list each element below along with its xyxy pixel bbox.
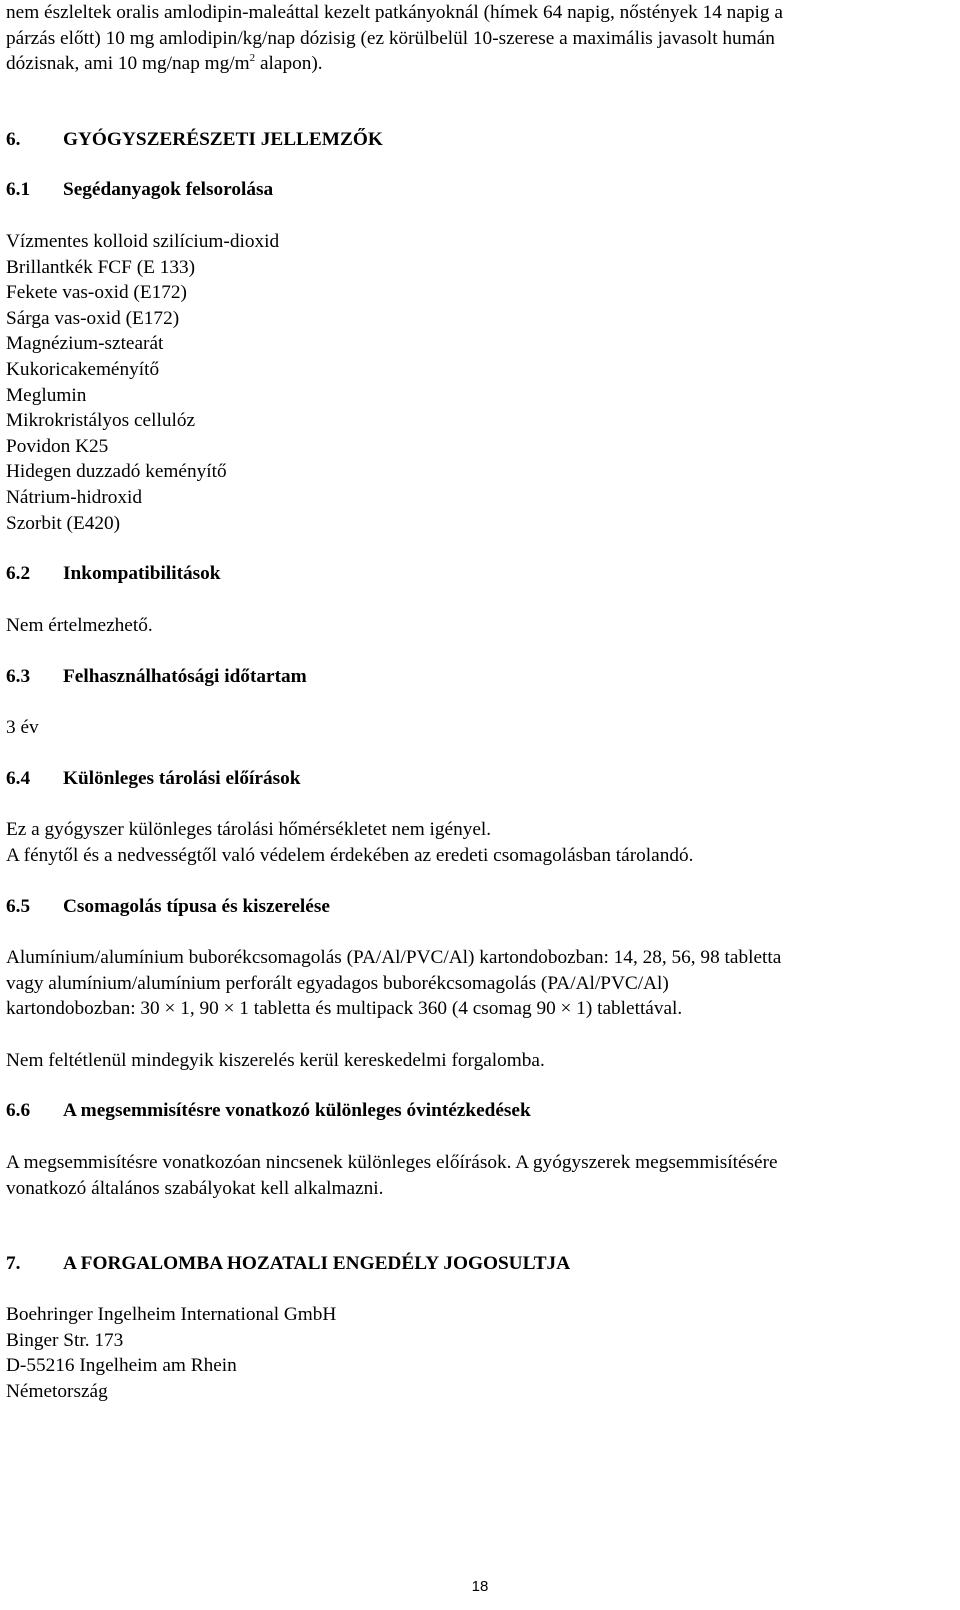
section-6-6-body (6, 1150, 778, 1201)
section-6-4-title: Különleges tárolási előírások (63, 768, 301, 789)
section-6-5-line-1: Alumínium/alumínium buborékcsomagolás (PA/Al/PVC/Al) kartondobozban: 14, 28, 56, 98 tabletta (6, 947, 782, 968)
section-6-6-title: A megsemmisítésre vonatkozó különleges óvintézkedések (63, 1100, 531, 1121)
section-6-5-heading (6, 894, 330, 920)
section-6-2-heading (6, 561, 221, 587)
section-6-3-number: 6.3 (6, 666, 31, 687)
section-6-title: GYÓGYSZERÉSZETI JELLEMZŐK (63, 129, 383, 150)
intro-line-3-text: dózisnak, ami 10 mg/nap mg/m (6, 53, 250, 75)
excipient-list (6, 229, 279, 536)
address-line: Boehringer Ingelheim International GmbH (6, 1304, 337, 1325)
section-6-1-title: Segédanyagok felsorolása (63, 179, 274, 200)
holder-address (6, 1302, 336, 1404)
section-7-title: A FORGALOMBA HOZATALI ENGEDÉLY JOGOSULTJA (63, 1253, 571, 1274)
section-6-2-body (6, 613, 153, 639)
section-7-heading (6, 1251, 570, 1277)
section-6-6-number: 6.6 (6, 1100, 31, 1121)
section-6-1-number: 6.1 (6, 179, 31, 200)
excipient-item: Fekete vas-oxid (E172) (6, 282, 187, 304)
section-6-5-note (6, 1048, 545, 1074)
excipient-item: Szorbit (E420) (6, 512, 121, 534)
intro-line-2: párzás előtt) 10 mg amlodipin/kg/nap dózisig (ez körülbelül 10-szerese a maximális javasolt humán (6, 27, 775, 49)
section-6-3-title: Felhasználhatósági időtartam (63, 666, 307, 687)
section-7-number: 7. (6, 1253, 21, 1274)
section-6-3-body (6, 715, 39, 741)
section-6-2-number: 6.2 (6, 563, 31, 584)
excipient-item: Brillantkék FCF (E 133) (6, 256, 196, 278)
section-6-4-body (6, 817, 693, 868)
section-6-number: 6. (6, 129, 21, 150)
intro-line-3-end: alapon). (255, 53, 323, 75)
excipient-item: Mikrokristályos cellulóz (6, 410, 196, 432)
section-6-5-line-3: kartondobozban: 30 × 1, 90 × 1 tabletta és multipack 360 (4 csomag 90 × 1) tablettával. (6, 998, 683, 1020)
intro-line-3 (6, 51, 783, 77)
intro-line-1: nem észleltek oralis amlodipin-maleáttal kezelt patkányoknál (hímek 64 napig, nőstények 14 napig a (6, 2, 783, 23)
excipient-item: Vízmentes kolloid szilícium-dioxid (6, 231, 280, 252)
section-6-5-title: Csomagolás típusa és kiszerelése (63, 896, 330, 917)
section-6-heading (6, 127, 383, 153)
intro-paragraph (6, 0, 783, 77)
section-6-4-heading (6, 766, 300, 792)
excipient-item: Hidegen duzzadó keményítő (6, 461, 227, 483)
section-6-6-line-2: vonatkozó általános szabályokat kell alkalmazni. (6, 1177, 384, 1199)
section-6-4-line-2: A fénytől és a nedvességtől való védelem érdekében az eredeti csomagolásban tárolandó. (6, 844, 694, 866)
section-6-5-line-4: Nem feltétlenül mindegyik kiszerelés kerül kereskedelmi forgalomba. (6, 1050, 545, 1071)
section-6-5-body (6, 945, 781, 1022)
section-6-4-number: 6.4 (6, 768, 31, 789)
address-line: D-55216 Ingelheim am Rhein (6, 1355, 237, 1377)
section-6-2-title: Inkompatibilitások (63, 563, 221, 584)
section-6-1-heading (6, 177, 273, 203)
section-6-5-line-2: vagy alumínium/alumínium perforált egyadagos buborékcsomagolás (PA/Al/PVC/Al) (6, 972, 669, 994)
section-6-5-number: 6.5 (6, 896, 31, 917)
excipient-item: Kukoricakeményítő (6, 358, 160, 380)
page-number: 18 (471, 1578, 489, 1595)
section-6-3-heading (6, 664, 307, 690)
excipient-item: Sárga vas-oxid (E172) (6, 307, 180, 329)
superscript-2: 2 (249, 52, 256, 65)
section-6-6-line-1: A megsemmisítésre vonatkozóan nincsenek különleges előírások. A gyógyszerek megsemmisítésére (6, 1152, 778, 1173)
excipient-item: Meglumin (6, 384, 87, 406)
excipient-item: Magnézium-sztearát (6, 333, 164, 355)
section-6-3-text: 3 év (6, 717, 39, 738)
section-6-6-heading (6, 1098, 531, 1124)
excipient-item: Povidon K25 (6, 435, 109, 457)
address-line: Németország (6, 1380, 108, 1402)
section-6-4-line-1: Ez a gyógyszer különleges tárolási hőmérsékletet nem igényel. (6, 819, 492, 840)
address-line: Binger Str. 173 (6, 1329, 124, 1351)
excipient-item: Nátrium-hidroxid (6, 486, 143, 508)
section-6-2-text: Nem értelmezhető. (6, 615, 153, 636)
